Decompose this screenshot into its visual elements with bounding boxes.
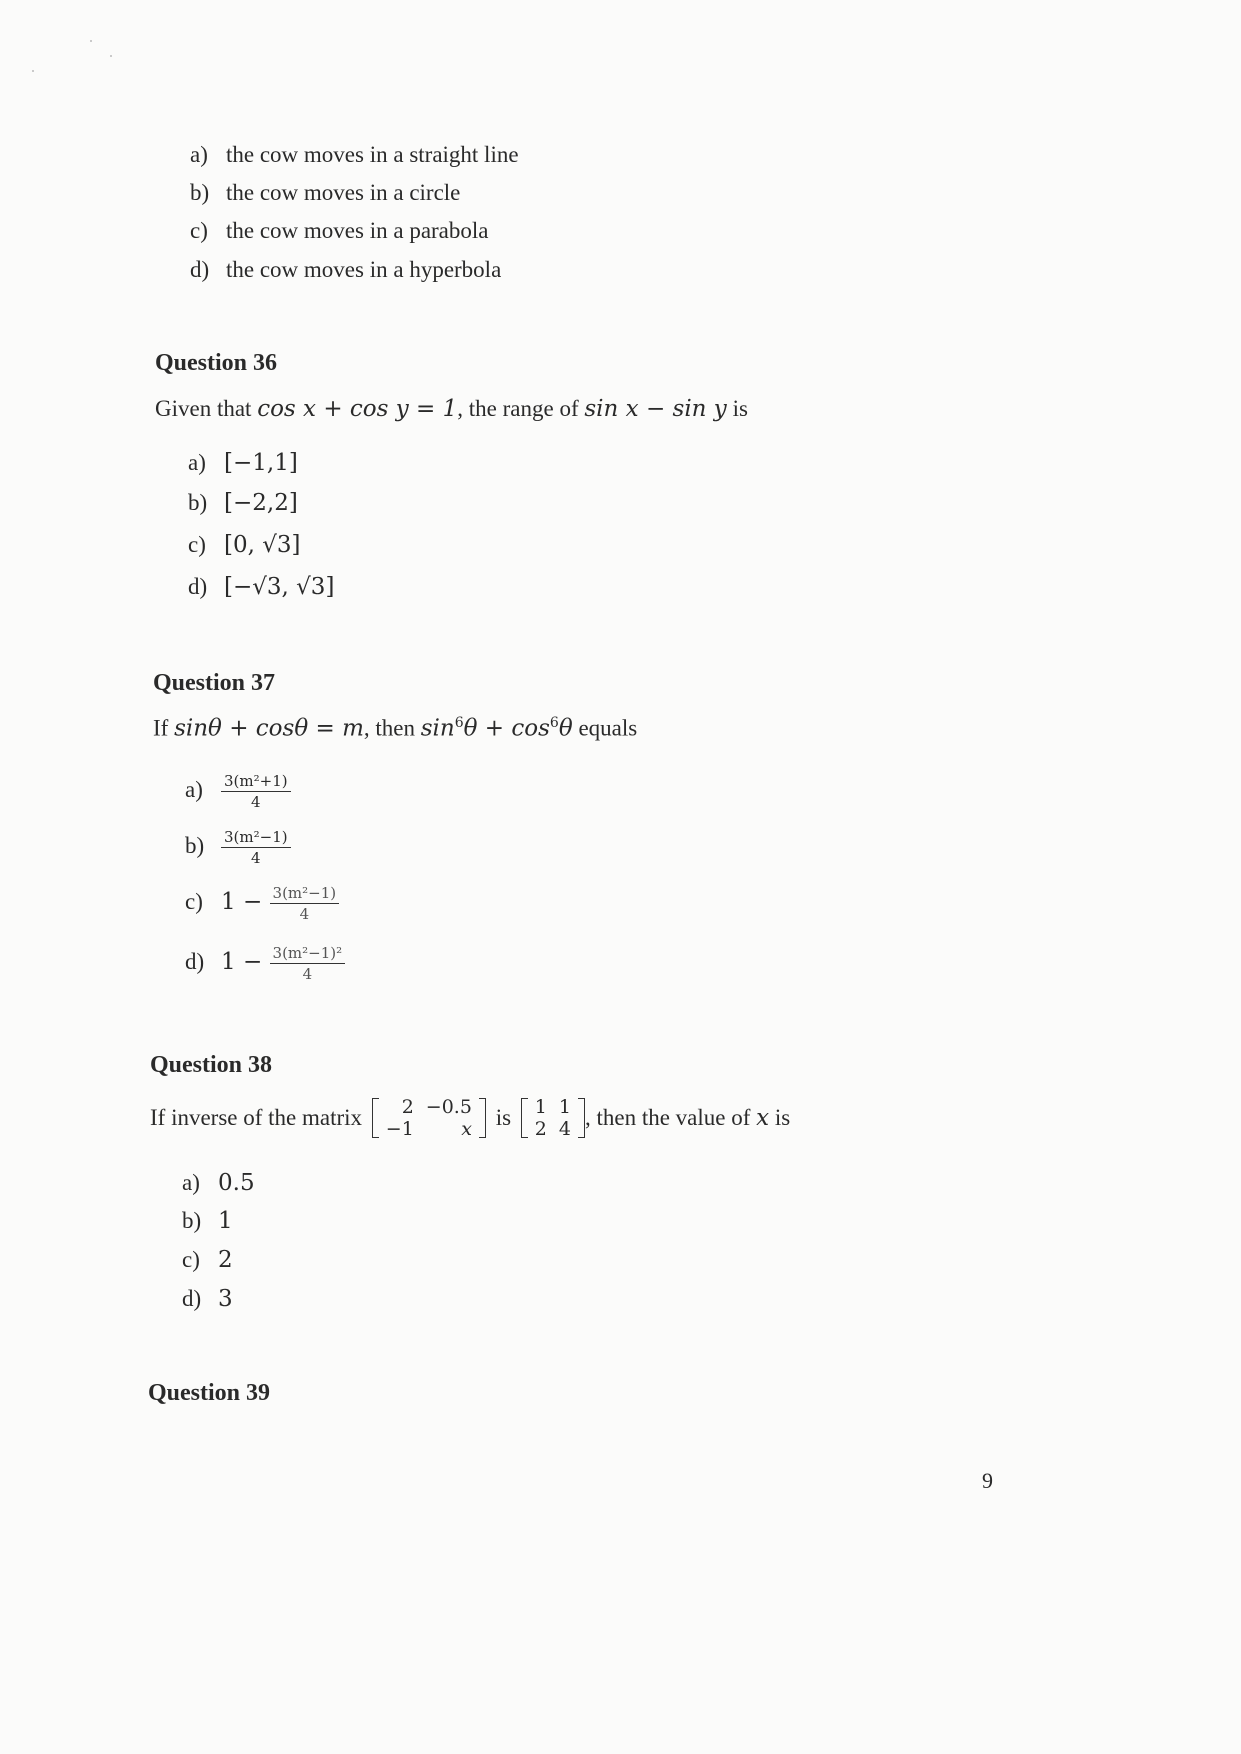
- q37-option-d: [185, 937, 345, 987]
- text-segment: equals: [572, 715, 638, 741]
- matrix-cell: x: [461, 1118, 472, 1140]
- matrix-cell: 4: [558, 1118, 571, 1140]
- q36-option-b: [188, 488, 298, 518]
- math-expression: cos x + cos y = 1: [257, 396, 458, 422]
- option-label: c): [188, 532, 206, 557]
- q36-option-d: [188, 572, 334, 602]
- option-label: a): [185, 777, 203, 802]
- fraction-denominator: 4: [299, 905, 310, 924]
- option-text: 3: [218, 1286, 233, 1312]
- q35-option-a: [190, 140, 519, 170]
- matrix-cell: 2: [401, 1096, 414, 1118]
- option-text: [0, √3]: [224, 532, 301, 558]
- fraction-numerator: 3(m²−1)²: [270, 943, 346, 964]
- q38-option-b: [182, 1206, 233, 1236]
- question-title: Question 39: [148, 1380, 271, 1406]
- scan-speck: [110, 55, 112, 57]
- option-label: b): [185, 833, 205, 858]
- text-segment: is: [495, 1105, 512, 1130]
- matrix-cell: 1: [534, 1096, 547, 1118]
- option-text: the cow moves in a straight line: [226, 142, 519, 167]
- math-expression: sin x − sin y: [584, 396, 727, 422]
- text-segment: , the range of: [457, 396, 585, 421]
- math-variable: x: [756, 1105, 770, 1131]
- fraction-denominator: 4: [251, 849, 261, 868]
- matrix-cell: 1: [558, 1096, 571, 1118]
- option-prefix: 1 −: [221, 889, 270, 915]
- question-title: Question 36: [155, 350, 278, 376]
- q38-option-c: [182, 1245, 233, 1275]
- q35-option-c: [190, 216, 489, 246]
- fraction: [270, 883, 340, 924]
- text-segment: If: [153, 715, 175, 741]
- matrix-a: [372, 1096, 486, 1140]
- option-label: d): [185, 949, 205, 974]
- q36-option-a: [188, 448, 298, 478]
- option-label: b): [182, 1208, 202, 1233]
- math-expression: sinθ + cosθ = m: [174, 715, 364, 742]
- q35-option-d: [190, 255, 501, 285]
- option-label: c): [182, 1247, 200, 1272]
- q38-option-d: [182, 1284, 233, 1314]
- text-segment: , then: [363, 715, 421, 741]
- question-text: [153, 715, 637, 742]
- scan-speck: [32, 70, 34, 72]
- option-text: the cow moves in a circle: [226, 180, 461, 205]
- text-segment: If inverse of the matrix: [150, 1105, 363, 1130]
- option-text: 0.5: [218, 1170, 255, 1196]
- option-label: a): [188, 450, 206, 475]
- q36-option-c: [188, 530, 301, 560]
- question-title: Question 37: [153, 670, 276, 696]
- option-text: [−√3, √3]: [224, 574, 335, 600]
- matrix-b: [521, 1096, 585, 1140]
- question-text: [150, 1096, 790, 1140]
- option-label: c): [190, 218, 208, 243]
- option-label: b): [188, 490, 208, 515]
- matrix-cell: 2: [534, 1118, 547, 1140]
- fraction-denominator: 4: [251, 793, 261, 812]
- option-label: c): [185, 889, 203, 914]
- option-label: d): [182, 1286, 202, 1311]
- fraction: [221, 771, 291, 812]
- fraction: [270, 943, 346, 984]
- option-label: a): [190, 142, 208, 167]
- option-text: [−1,1]: [224, 450, 298, 476]
- option-label: b): [190, 180, 210, 205]
- option-text: 2: [218, 1247, 233, 1273]
- superscript: 6: [454, 715, 464, 731]
- fraction-numerator: 3(m²+1): [221, 771, 291, 792]
- question-title: Question 38: [150, 1052, 273, 1078]
- q37-option-c: [185, 877, 339, 927]
- text-segment: Given that: [155, 396, 258, 421]
- option-text: [−2,2]: [224, 490, 298, 516]
- option-text: 1: [218, 1208, 233, 1234]
- fraction-denominator: 4: [302, 965, 313, 984]
- q37-option-b: [185, 821, 291, 871]
- matrix-cell: −1: [385, 1118, 414, 1140]
- page-number: 9: [982, 1468, 993, 1493]
- option-label: d): [190, 257, 210, 282]
- fraction: [221, 827, 291, 868]
- q35-option-b: [190, 178, 460, 208]
- q38-option-a: [182, 1168, 255, 1198]
- option-label: a): [182, 1170, 200, 1195]
- q37-option-a: [185, 765, 291, 815]
- math-expression: θ: [558, 715, 573, 742]
- fraction-numerator: 3(m²−1): [270, 883, 340, 904]
- text-segment: is: [726, 396, 748, 421]
- superscript: 6: [549, 715, 559, 731]
- math-expression: sin: [420, 715, 455, 742]
- fraction-numerator: 3(m²−1): [221, 827, 291, 848]
- text-segment: , then the value of: [584, 1105, 757, 1130]
- scan-speck: [90, 40, 92, 42]
- matrix-cell: −0.5: [425, 1096, 472, 1118]
- question-text: [155, 396, 748, 422]
- option-text: the cow moves in a hyperbola: [226, 257, 502, 282]
- option-prefix: 1 −: [221, 949, 270, 975]
- math-expression: θ + cos: [463, 715, 550, 742]
- text-segment: is: [769, 1105, 791, 1130]
- option-label: d): [188, 574, 208, 599]
- option-text: the cow moves in a parabola: [226, 218, 489, 243]
